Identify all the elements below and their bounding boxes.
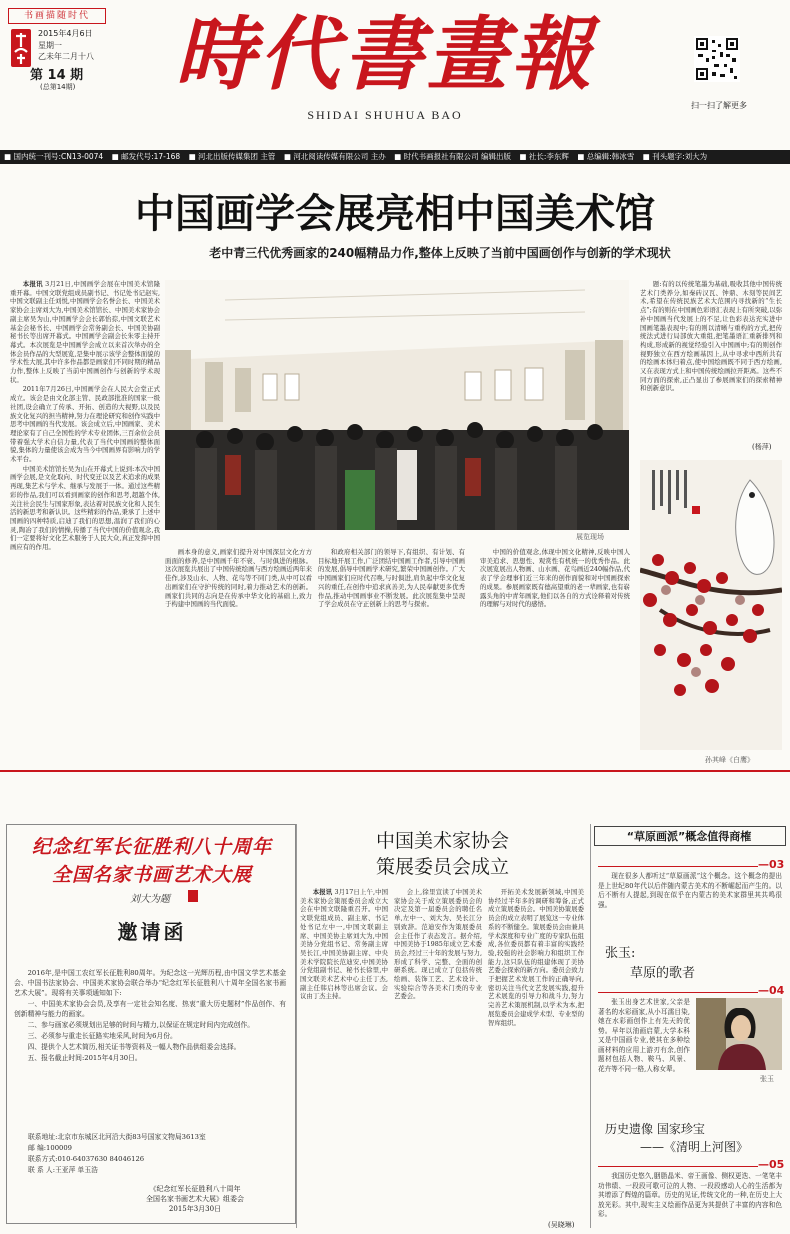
- lead-column-1: 本报讯 3月21日,中国画学会展在中国美术馆隆重开幕。中国文联党组成员副书记、书记处书记赵实,中国文联副主任刘悦,中国画学会名誉会长、中国美术家协会主席刘大为,中国美术馆馆长、中国美术家协会副主席吴为山,中国画学会会长郭怡孮,中国文联艺术基金会秘书长、中国画学会常务副会长、中国美协副秘书长等出席开幕式。中国画学会副会长朱零主持开幕式。本次展览是中国画学会成立以来首次举办的全体会员作品的大型展览,是集中展示该学会整体面貌的学术性大展,其中许多作品都是画家们不同时期的精品力作,整体上反映了当前中国画创作与创新的学术现状。 2011年7月26日,中国画学会在人民大会堂正式成立。该会是由文化部主管、民政部批准的国家一级社团,设会确立了传承、开拓、创造的大视野,以及民族文化复兴的担当精神,努力在理论研究和创作实践中思考中国画的当代发展。该会成立后,中国画家、美术理论家有了自己全国性的学术专业团体,三百余位会员带着强大学术自信力量,代表了当代中国画的整体面貌,集体的力量使该会成为当今中国画界有影响力的学术平台。 中国美术馆馆长吴为山在开幕式上说到:本次中国画学会展,是文化取向、时代变迁以及艺术追求的成果再现,集艺术与学术、继承与发展于一体。通过这些精彩的作品,我们可以看到画家的创作和思考,超越个体,关注社会民生与国家形象,表达着对民族文化和人民生活的新思考和新认识。这些精彩的作品,秉承了上述中国画的四种特质,启迪了我们的思想,温润了我们的心灵,陶冶了我们的情操,传播了当代中国的价值观念,我们一定要将好文化艺术服务于人民大众,真正发挥中国画应有的作用。: [10, 280, 160, 552]
- info-item: ■ 刊头题字:刘大为: [642, 152, 708, 161]
- sidebar-profile-name[interactable]: 张玉:: [605, 946, 636, 961]
- painting-caption: 孙其峰《白鹰》: [705, 756, 754, 764]
- section-divider: [0, 770, 790, 772]
- issue-date: 2015年4月6日: [38, 29, 93, 38]
- info-item: ■ 社长:李东辉: [519, 152, 569, 161]
- article2-author: (吴晓琳): [548, 1221, 575, 1229]
- sidebar-profile-body: 张玉出身艺术世家,父亲是著名的水彩画家,从小耳濡目染,她在水彩画创作上有先天的优势。早年以油画启蒙,大学本科又是中国画专业,使其在多种绘画材料的应用上游刃有余,创作题材包括人物、鞍马、风景、花卉等不同一格,人称女辈。: [598, 998, 690, 1073]
- painting-image: [640, 460, 782, 750]
- info-item: ■ 邮发代号:17-168: [111, 152, 181, 161]
- lead-column-3: 和政府相关部门的领导下,有组织、有计划、有目标地开展工作,广泛团结中国画工作者,引导中国画的发展,倡导中国画学术研究,繁荣中国画创作。广大中国画家们应时代召唤,与时俱进,肩负起中华文化复兴的重任,在创作中追求真善美,为人民奉献更多优秀作品,推动中国画事业不断发展。此次展览集中呈现了学会成员在守正创新上的思考与探索。: [318, 548, 465, 609]
- invitation-seal: [188, 890, 198, 902]
- issue-number: 第 14 期: [30, 68, 84, 83]
- sidebar-heritage-title2[interactable]: ——《清明上河图》: [640, 1140, 749, 1154]
- article2-column-1: 本报讯 3月17日上午,中国美术家协会策展委员会成立大会在中国文联隆重召开。中国文联党组成员、副主席、书记处书记左中一,中国文联副主席、中国美协主席刘大为,中国美协分党组书记、常务副主席吴长江,中国美协副主席、中央美术学院院长范迪安,中国美协分党组副书记、秘书长徐里,中国文联美术艺术中心主任丁杰,副主任韩启林等出席会议。会议由丁杰主持。: [300, 888, 388, 1001]
- invitation-contact: 联系地址:北京市东城区北河沿大街83号国家文物局3613室 邮 编:100009 联系方式:010-64037630 84046126 联 系 人:王亚萍 单玉浩: [28, 1133, 206, 1174]
- page-ref-line: [598, 992, 758, 993]
- vertical-divider: [296, 824, 297, 1228]
- qr-code[interactable]: [694, 36, 740, 82]
- info-item: ■ 河北阅读传媒有限公司 主办: [283, 152, 386, 161]
- info-item: ■ 河北出版传媒集团 主管: [188, 152, 276, 161]
- lead-column-4: 中国的价值观念,体现中国文化精神,反映中国人审美追求、思想性、观赏性有机统一的优秀作品。此次展览展出人物画、山水画、花鸟画近240幅作品,代表了学会理事们近三年来的创作面貌和对中国画探索的成果。参展画家既有德高望重的老一辈画家,也有崭露头角的中青年画家,他们以各自的方式诠释着对传统的理解与对时代的感悟。: [480, 548, 630, 609]
- page-ref-line: [598, 1166, 758, 1167]
- sidebar-topic-title[interactable]: “草原画派”概念值得商榷: [626, 830, 752, 843]
- article2-column-2: 会上,徐里宣读了中国美术家协会关于成立策展委员会的决定及第一届委员会的聘任名单,左中一、刘大为、吴长江分别致辞。范迪安作为策展委员会主任作了表态发言。据介绍,中国美协于1985年成立艺术委员会,经过三十年的发展与努力,形成了科学、完整、全面的创研系统。现已成立了包括传统绘画、装饰工艺、艺术设计、实验综合等各美术门类的专业艺委会。: [394, 888, 482, 1001]
- sidebar-profile-title[interactable]: 草原的歌者: [630, 966, 696, 981]
- photo-caption: 展览现场: [576, 533, 604, 541]
- qr-caption: 扫一扫了解更多: [691, 101, 747, 110]
- top-tag: 书画描随时代: [8, 8, 106, 24]
- invitation-footer: 《纪念红军长征胜利八十周年 全国名家书画艺术大展》组委会 2015年3月30日: [146, 1185, 244, 1213]
- page-ref-line: [598, 866, 758, 867]
- byline-label: 本报讯: [22, 280, 43, 288]
- info-bar: [0, 150, 790, 164]
- info-item: ■ 国内统一刊号:CN13-0074: [4, 152, 104, 161]
- sidebar-topic-page[interactable]: —03: [758, 858, 785, 871]
- article2-title-line1[interactable]: 中国美术家协会: [375, 830, 509, 852]
- invitation-signature: 刘大为题: [130, 894, 170, 905]
- lead-column-5: 题:有的以传统笔墨为基础,吸收其他中国传统艺术门类养分,如秦砖汉瓦、钟鼎、木刻等民间艺术,希望在传统民族艺术大范围内寻找新的“生长点”;有的则在中国画色彩语汇表现上有所突破,以弥补中国画当代发展上的不足,让色彩表达充实进中国画笔墨表现中;有的则以清晰与重构的方式,把传统法式进行局部放大重组,把笔墨语汇重新排列和构成,形成新的视觉经验引入中国画中;有的则创作视野独立在西方绘画基因上,从中寻求中西所共有的绘画本体归着点,使中国绘画既不同于西方绘画,又在表现方式上和中国传统绘画拉开距离。这些不同方面的探索,正凸显出了参展画家们的探索精神和创新意识。: [640, 280, 782, 393]
- profile-photo: [696, 998, 782, 1070]
- sidebar-profile-page[interactable]: —04: [758, 984, 785, 997]
- newspaper-pinyin: SHIDAI SHUHUA BAO: [307, 108, 463, 122]
- invitation-title-line1: 纪念红军长征胜利八十周年: [31, 836, 272, 858]
- vertical-divider: [590, 824, 591, 1228]
- article2-title-line2[interactable]: 策展委员会成立: [375, 856, 509, 878]
- invitation-body: 2016年,是中国工农红军长征胜利80周年。为纪念这一光辉历程,由中国文学艺术基金会、中国书法家协会、中国美术家协会联合举办“纪念红军长征胜利八十周年全国名家书画艺术大展”。现将有关事项通知如下: 一、中国美术家协会会员,及享有一定社会知名度、热衷“重大历史题材”作品创作、有创新精神与能力的画家。 二、参与画家必须规划出足够的时间与精力,以保证在规定时间内完成创作。 三、必须参与重走长征路实地采风,时间为6月份。 四、提供个人艺术简历,相关证书等资料及一幅人物作品供组委会选择。 五、报名截止时间:2015年4月30日。: [14, 969, 286, 1062]
- lead-column-2: 画本身的意义,画家们提升对中国深层文化方方面面的修养,是中国画千年不衰、与时俱进的根脉。这次展览共展出了中国传统绘画与西方绘画近两年来佳作,涉及山水、人物、花鸟等不同门类,从中可以看出画家们在守护传统的同时,着力推动艺术的创新。画家们共同的志向是在传承中华文化的基础上,致力于构建中国画的当代面貌。: [165, 548, 312, 609]
- sidebar-heritage-body: 我国历史悠久,胭脂晶米、帝王画像、侧权更迭、一笔笔丰功伟绩、一段段可歌可泣的人物、一段段感动人心的生活都为其增添了辉煌的篇章。历史的见证,传统文化的一种,在历史上大放光彩。其中,现实主义绘画作品更为其提供了丰富的内容和色彩。: [598, 1172, 782, 1218]
- article2-column-3: 开拓美术发展新领域,中国美协经过半年多的调研和筹备,正式成立策展委员会。中国美协策展委员会的成立表明了展览这一专业体系的不断健全。策展委员会由兼具学术深度和专业广度的专家队伍组成,各位委员都有着丰富的实践经验,较强的社会影响力和组织工作能力,这只队伍的组建体现了美协艺委会探索的新方向。委员会致力于把握艺术发展工作的正确导向,密切关注当代文艺发展实践,提升艺术展览的引导力和战斗力,努力完善艺术策展机制,以学术为本,把展览委员会建成学术型、专业型的智库组织。: [488, 888, 584, 1027]
- profile-photo-caption: 张玉: [760, 1075, 774, 1083]
- sidebar-topic-body: 现在很多人都听过“草原画派”这个概念。这个概念的提出是上世纪80年代以后伴随内蒙古美术的不断崛起而产生的。以后不断有人提起,到现在似乎在内蒙古的美术家群里其共鸣很强。: [598, 872, 782, 909]
- lead-subheadline: 老中青三代优秀画家的240幅精品力作,整体上反映了当前中国画创作与创新的学术现状: [209, 246, 671, 260]
- info-item: ■ 总编辑:韩冰雪: [577, 152, 635, 161]
- lead-author: (杨萍): [752, 443, 772, 451]
- newspaper-title: 時代書畫報: [175, 7, 595, 101]
- sidebar-heritage-title1[interactable]: 历史遗像 国家珍宝: [605, 1122, 705, 1136]
- weekday: 星期一: [38, 41, 62, 50]
- lunar-date: 乙未年二月十八: [38, 52, 94, 61]
- invitation-title-line2: 全国名家书画艺术大展: [51, 864, 252, 886]
- invitation-heading: 邀请函: [117, 920, 187, 944]
- seal-logo: [10, 28, 32, 68]
- lead-headline[interactable]: 中国画学会展亮相中国美术馆: [135, 191, 655, 237]
- sidebar-heritage-page[interactable]: —05: [758, 1158, 785, 1171]
- info-item: ■ 时代书画报社有限公司 编辑出版: [394, 152, 511, 161]
- exhibition-photo: [165, 280, 629, 530]
- total-issue: (总第14期): [40, 83, 76, 91]
